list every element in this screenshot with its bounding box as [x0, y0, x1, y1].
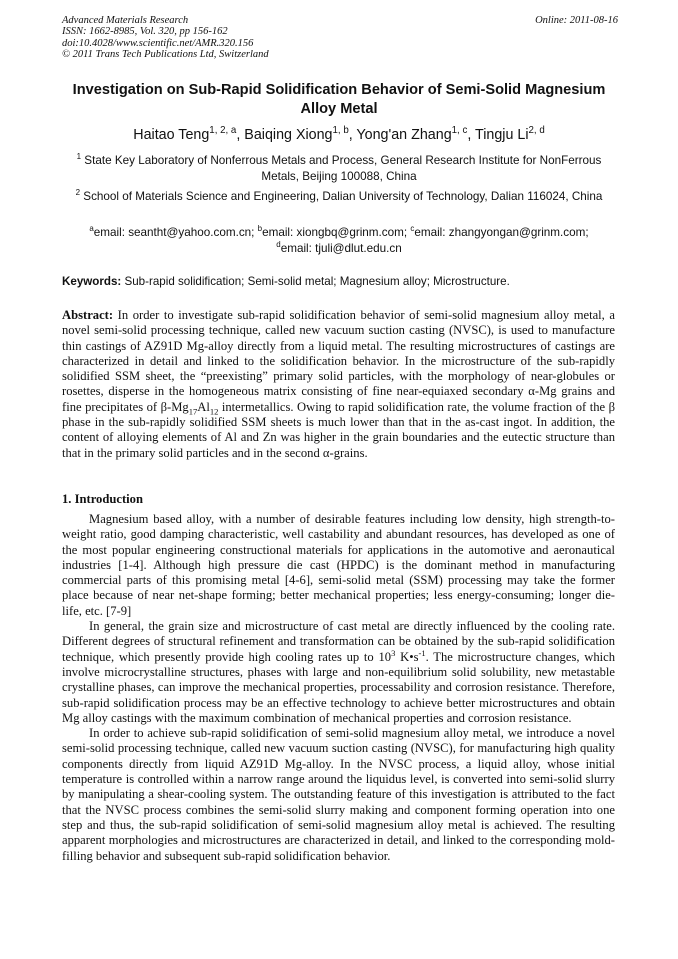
abstract: [62, 308, 615, 461]
paragraph-text: K•s: [395, 649, 419, 664]
affiliation-number: 2: [75, 188, 81, 198]
author-emails: [62, 225, 616, 256]
author-name: Haitao Teng: [133, 127, 210, 143]
journal-issn: ISSN: 1662-8985, Vol. 320, pp 156-162: [62, 26, 228, 38]
paragraph: In order to achieve sub-rapid solidification of semi-solid magnesium alloy metal, we introduce a novel semi-solid processing technique, called new vacuum suction casting (NVSC), for manufacturing high quality components directly from liquid AZ91D Mg-alloy. In the NVSC process, a liquid alloy, whose initial temperature is controlled within a narrow range around the liquidus level, is converted into semi-solid slurry by manipulating a shear-cooling system. The outstanding feature of this investigation is attributed to the fact that the NVSC process combines the semi-solid slurry making and component forming operation into one step and thus, the sub-rapid solidification of semi-solid magnesium alloy metal is achieved. The resulting apparent morphologies and microstructures are characterized in detail, and linked to the corresponding mold-filling behavior and subsequent sub-rapid solidification behavior.: [62, 726, 615, 863]
affiliation-text: State Key Laboratory of Nonferrous Metals and Process, General Research Institute for NonFerrous Metals, Beijing 100088, China: [84, 154, 602, 183]
author-affil-mark: 1, b: [332, 125, 349, 137]
superscript: 3: [391, 647, 396, 658]
journal-doi: doi:10.4028/www.scientific.net/AMR.320.156: [62, 37, 254, 49]
email-mark: a: [89, 224, 94, 234]
email-text: email: seantht@yahoo.com.cn;: [93, 226, 258, 239]
introduction-body: [62, 512, 615, 864]
email-text: email: zhangyongan@grinm.com;: [414, 226, 589, 239]
email-mark: d: [276, 239, 281, 249]
keywords-label: Keywords:: [62, 275, 122, 288]
email-text: email: xiongbq@grinm.com;: [262, 226, 411, 239]
affiliation-text: School of Materials Science and Engineering, Dalian University of Technology, Dalian 116024, China: [83, 190, 603, 203]
author-list: Haitao Teng$^{1, 2, a}$, Baiqing Xiong$^{1, b}$, Yong'an Zhang$^{1, c}$, Tingju Li$^{2, d}$: [133, 125, 545, 143]
section-heading: 1. Introduction: [62, 492, 143, 506]
author-name: Tingju Li: [475, 127, 529, 143]
online-date: Online: 2011-08-16: [535, 15, 618, 26]
email-mark: b: [257, 224, 263, 234]
author-affil-mark: 2, d: [528, 125, 545, 137]
journal-name: Advanced Materials Research: [62, 15, 189, 26]
journal-header: [62, 15, 618, 61]
paragraph-text: In general, the grain size and microstructure of cast metal are directly influenced by the cooling rate. Different degrees of structural refinement and transformation can be obtained by the sub-rapid solidification technique, which presently provide high cooling rates up to 10: [62, 619, 615, 664]
paragraph-text: . The microstructure changes, which involve microcrystalline structures, phases with large and non-equilibrium solid solubility, new metastable crystalline phases, can improve the mechanical properties, processability and corrosion resistance. Therefore, sub-rapid solidification process may be an effective technology to achieve better microstructures and obtain Mg alloy castings with the maximum combination of mechanical properties and corrosion resistance.: [62, 649, 616, 725]
paragraph: [62, 619, 615, 726]
author-name: Yong'an Zhang: [356, 127, 452, 143]
journal-copyright: © 2011 Trans Tech Publications Ltd, Switzerland: [62, 49, 269, 61]
abstract-text: In order to investigate sub-rapid solidification behavior of semi-solid magnesium alloy metal, a novel semi-solid processing technique, called new vacuum suction casting (NVSC), is used to manufacture thin castings of AZ91D Mg-alloy directly from a liquid metal. The resulting microstructures of castings are characterized in detail and linked to the solidification behavior. In the microstructure of the sub-rapidly solidified SSM sheet, the “preexisting” primary solid particles, with the morphology of near-globules or rosettes, disperse in the homogeneous matrix consisting of fine near-equiaxed secondary α-Mg grains and fine precipitates of β-Mg: [62, 308, 615, 414]
paragraph: Magnesium based alloy, with a number of desirable features including low density, high strength-to-weight ratio, good damping characteristic, well castability and abundant resources, has developed as one of the most popular engineering constructional materials for applications in the automotive and aeronautical industries [1-4]. Although high pressure die cast (HPDC) is the dominant method in manufacturing commercial parts of this promising metal [4-6], semi-solid metal (SSM) processing may take the former place because of near net-shape forming; better mechanical properties; less energy-consuming; longer die-life, etc. [7-9]: [62, 512, 615, 618]
abstract-text: intermetallics. Owing to rapid solidification rate, the volume fraction of the β phase in the sub-rapidly solidified SSM sheets is much lower than that in the as-cast ingot. In addition, the content of alloying elements of Al and Zn was higher in the grain boundaries and the eutectic structure than that in the primary solid particles and in the second α-grains.: [62, 399, 615, 460]
abstract-label: Abstract:: [62, 308, 114, 322]
keywords: [62, 274, 618, 289]
abstract-text: Al: [197, 399, 210, 414]
author-affil-mark: 1, 2, a: [209, 125, 237, 137]
affiliation-2: [62, 189, 616, 205]
paper-title: Investigation on Sub-Rapid Solidification Behavior of Semi-Solid Magnesium Alloy Metal: [72, 82, 606, 117]
subscript: 17: [188, 406, 198, 417]
author-name: Baiqing Xiong: [244, 127, 333, 143]
subscript: 12: [209, 406, 219, 417]
email-text: email: tjuli@dlut.edu.cn: [280, 241, 402, 255]
superscript: -1: [418, 647, 426, 658]
email-mark: c: [410, 224, 415, 234]
affiliation-1: [62, 153, 616, 184]
affiliation-number: 1: [76, 152, 82, 162]
author-affil-mark: 1, c: [451, 125, 468, 137]
keywords-text: Sub-rapid solidification; Semi-solid metal; Magnesium alloy; Microstructure.: [121, 275, 510, 288]
